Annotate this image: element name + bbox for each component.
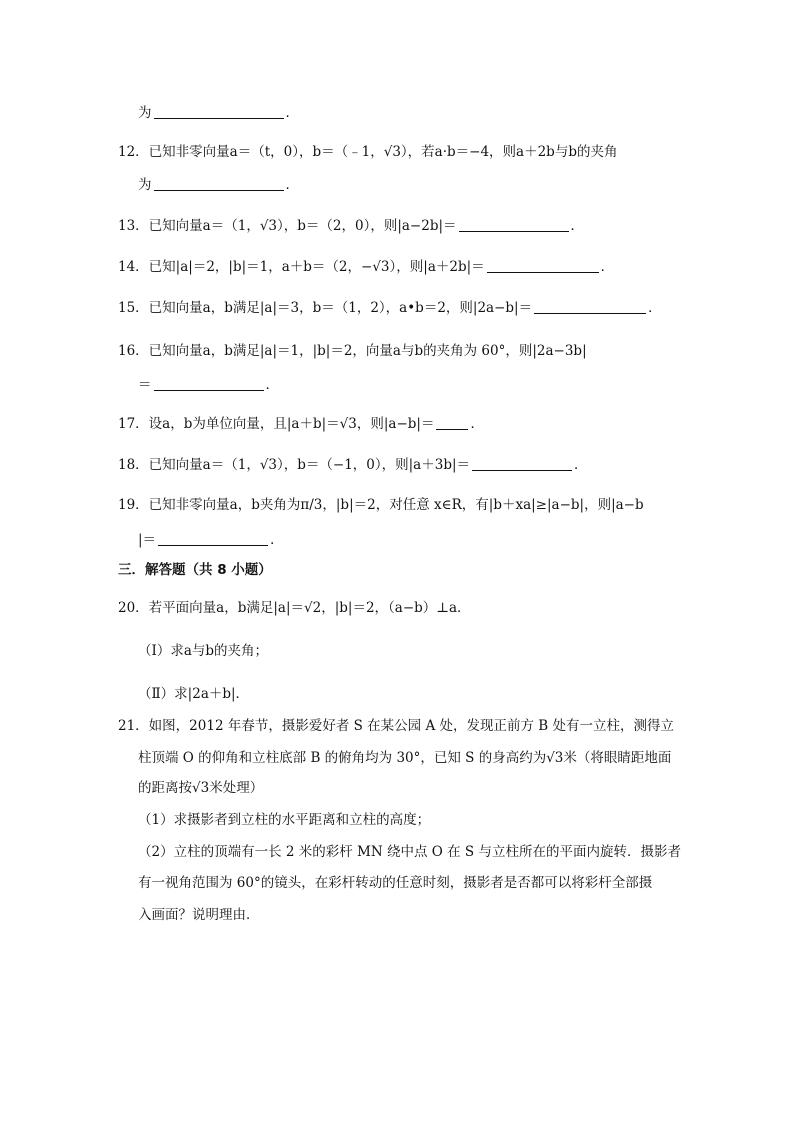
question-21-part2-cont: 有一视角范围为 60°的镜头，在彩杆转动的任意时刻，摄影者是否都可以将彩杆全部摄 — [138, 875, 653, 891]
q13-end: ． — [570, 218, 585, 234]
question-21-part1: （1）求摄影者到立柱的水平距离和立柱的高度； — [138, 812, 431, 828]
answer-blank[interactable] — [158, 531, 268, 546]
q14-text: 14．已知|a|＝2，|b|＝1，a＋b＝（2，−√3），则|a＋2b|＝ — [118, 259, 485, 275]
q19-prefix: |＝ — [138, 532, 157, 548]
question-18 — [118, 456, 588, 474]
q18-text: 18．已知向量a＝（1，√3），b＝（−1，0），则|a＋3b|＝ — [118, 457, 471, 473]
q12-prefix: 为 — [138, 177, 152, 193]
answer-blank[interactable] — [534, 299, 646, 314]
question-15 — [118, 299, 662, 317]
q11-tail — [138, 104, 299, 122]
question-21-part2-cont2: 入画面？说明理由． — [138, 907, 260, 923]
q11-prefix: 为 — [138, 105, 152, 121]
question-21-line1: 21．如图，2012 年春节，摄影爱好者 S 在某公园 A 处，发现正前方 B 处有一立柱，测得立 — [118, 718, 674, 734]
answer-blank[interactable] — [472, 456, 572, 471]
section-heading: 三．解答题（共 8 小题） — [118, 562, 272, 578]
answer-blank[interactable] — [154, 376, 264, 391]
question-21-line3: 的距离按√3米处理） — [138, 780, 264, 796]
q14-end: ． — [600, 259, 615, 275]
answer-blank[interactable] — [459, 217, 569, 232]
answer-blank[interactable] — [436, 415, 468, 430]
question-16-line1: 16．已知向量a，b满足|a|＝1，|b|＝2，向量a与b的夹角为 60°，则|2a−3b| — [118, 343, 587, 359]
q15-end: ． — [648, 300, 662, 316]
answer-blank[interactable] — [487, 258, 599, 273]
question-21-part2: （2）立柱的顶端有一长 2 米的彩杆 MN 绕中点 O 在 S 与立柱所在的平面内旋转．摄影者 — [138, 844, 681, 860]
q16-end: ． — [265, 377, 279, 393]
q17-text: 17．设a，b为单位向量，且|a＋b|＝√3，则|a−b|＝ — [118, 416, 435, 432]
answer-blank[interactable] — [154, 176, 284, 191]
question-17 — [118, 415, 484, 433]
q11-end: ． — [285, 105, 299, 121]
question-14 — [118, 258, 614, 276]
q12-end: ． — [285, 177, 299, 193]
answer-blank[interactable] — [154, 104, 284, 119]
question-19-line1: 19．已知非零向量a，b夹角为π/3，|b|＝2，对任意 x∈R，有|b＋xa|≥|a−b|，则|a−b — [118, 497, 644, 513]
q15-text: 15．已知向量a，b满足|a|＝3，b＝（1，2），a•b＝2，则|2a−b|＝ — [118, 300, 533, 316]
question-21-line2: 柱顶端 O 的仰角和立柱底部 B 的俯角均为 30°，已知 S 的身高约为√3米（将眼睛距地面 — [138, 750, 672, 766]
q17-end: ． — [470, 416, 484, 432]
question-19-line2 — [138, 531, 284, 549]
q16-prefix: ＝ — [138, 377, 152, 393]
question-20-part1: （Ⅰ）求a与b的夹角； — [138, 643, 269, 659]
q19-end: ． — [270, 532, 284, 548]
question-20-stem: 20．若平面向量a，b满足|a|＝√2，|b|＝2，（a−b）⊥a． — [118, 600, 471, 616]
question-12-line2 — [138, 176, 299, 194]
question-12-line1: 12．已知非零向量a＝（t，0），b＝（﹣1，√3），若a·b＝−4，则a＋2b与b的夹角 — [118, 144, 618, 160]
question-13 — [118, 217, 584, 235]
q18-end: ． — [574, 457, 588, 473]
question-20-part2: （Ⅱ）求|2a＋b|． — [138, 686, 250, 702]
question-16-line2 — [138, 376, 279, 394]
q13-text: 13．已知向量a＝（1，√3），b＝（2，0），则|a−2b|＝ — [118, 218, 457, 234]
